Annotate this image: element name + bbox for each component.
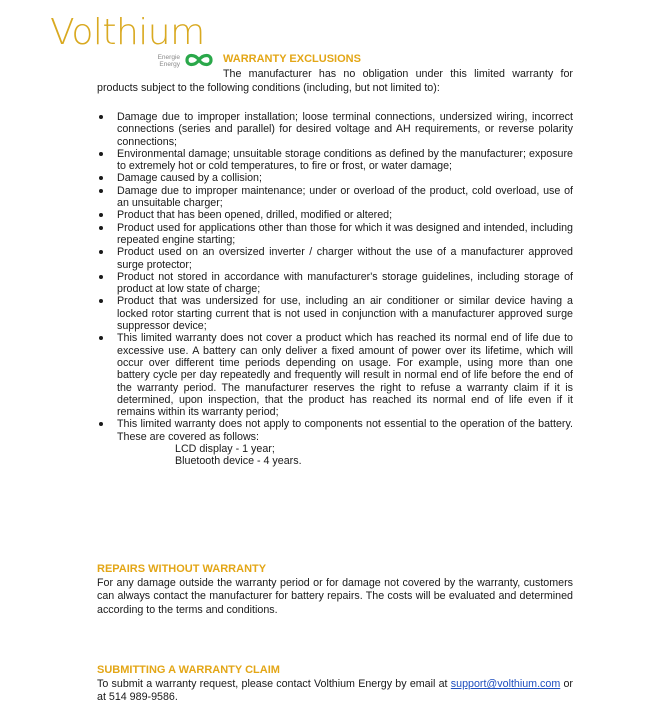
list-item: Product used on an oversized inverter / charger without the use of a manufacturer approved surge protector; [97, 246, 573, 271]
list-item-text: This limited warranty does not apply to components not essential to the operation of the battery. These are covered as follows: [117, 418, 573, 443]
volthium-logo [50, 14, 210, 70]
list-item: Product used for applications other than those for which it was designed and intended, including repeated engine starting; [97, 222, 573, 247]
exclusions-heading: WARRANTY EXCLUSIONS [223, 53, 361, 65]
claim-heading: SUBMITTING A WARRANTY CLAIM [97, 664, 280, 676]
list-item: Damage due to improper maintenance; under or overload of the product, cold overload, use of an unsuitable charger; [97, 185, 573, 210]
repairs-text: For any damage outside the warranty period or for damage not covered by the warranty, customers can always contact the manufacturer for battery repairs. The costs will be evaluated and determined according to the terms and conditions. [97, 577, 573, 616]
list-item: Product not stored in accordance with manufacturer's storage guidelines, including storage of product at low state of charge; [97, 271, 573, 296]
list-item: Product that has been opened, drilled, modified or altered; [97, 209, 573, 221]
coverage-lcd: LCD display - 1 year; [175, 443, 275, 456]
claim-text-after: or at 514 989-9586. [97, 678, 573, 704]
list-item: Environmental damage; unsuitable storage conditions as defined by the manufacturer; exposure to extremely hot or cold temperatures, to fire or frost, or water damage; [97, 148, 573, 173]
infinity-icon [182, 52, 216, 68]
logo-sub-energie: Energie [157, 54, 180, 61]
claim-text-before: To submit a warranty request, please contact Volthium Energy by email at [97, 678, 448, 690]
support-email-link[interactable]: support@volthium.com [450, 678, 561, 690]
coverage-bluetooth: Bluetooth device - 4 years. [175, 455, 302, 468]
list-item: This limited warranty does not cover a product which has reached its normal end of life due to excessive use. A battery can only deliver a fixed amount of power over its lifetime, which will occur over different time periods depending on usage. For example, using more than one battery cycle per day repeatedly and frequently will result in normal end of life before the end of the warranty period. The manufacturer reserves the right to refuse a warranty claim if it is determined, upon inspection, that the product has reached its normal end of life even if it remains within its warranty period; [97, 332, 573, 418]
repairs-heading: REPAIRS WITHOUT WARRANTY [97, 563, 267, 575]
list-item [97, 418, 573, 467]
list-item: Damage due to improper installation; loose terminal connections, undersized wiring, incorrect connections (series and parallel) for desired voltage and AH requirements, or reverse polarity connections; [97, 111, 573, 148]
logo-wordmark: Volthium [50, 12, 205, 53]
logo-sub-energy: Energy [159, 61, 180, 68]
exclusions-intro: The manufacturer has no obligation under this limited warranty for products subject to the following conditions (including, but not limited to): [97, 68, 573, 94]
list-item: Damage caused by a collision; [97, 172, 573, 184]
exclusions-list [97, 111, 573, 468]
list-item: Product that was undersized for use, including an air conditioner or similar device having a locked rotor starting current that is not used in conjunction with a manufacturer approved surge suppressor device; [97, 295, 573, 332]
claim-text [97, 678, 573, 705]
